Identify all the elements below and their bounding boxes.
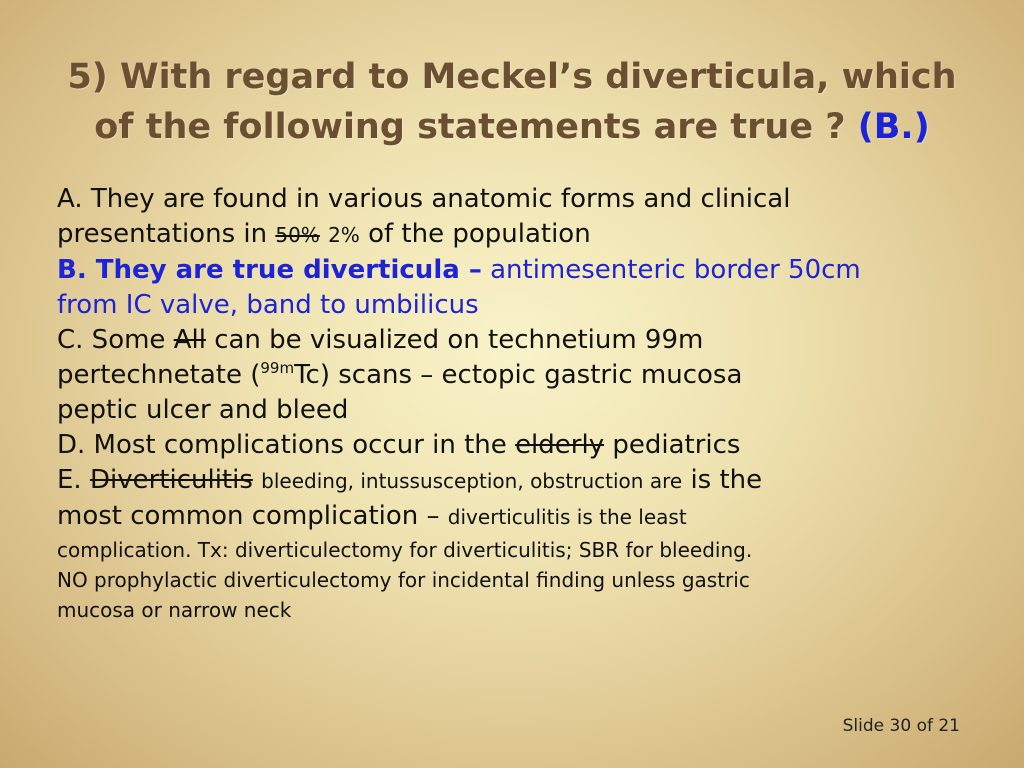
statement-e-struck: Diverticulitis bbox=[89, 465, 253, 495]
statement-c-line-3: peptic ulcer and bleed bbox=[57, 395, 349, 425]
statement-a-replacement: 2% bbox=[328, 223, 360, 247]
title-line-1: 5) With regard to Meckel’s diverticula, which bbox=[67, 57, 957, 97]
statement-e-post: is the bbox=[690, 465, 763, 495]
statement-b-line-1 bbox=[57, 253, 977, 288]
statement-d-struck: elderly bbox=[515, 430, 605, 460]
statement-c-line-1 bbox=[57, 323, 977, 358]
statement-e-line-4: NO prophylactic diverticulectomy for incidental finding unless gastric bbox=[57, 568, 750, 592]
slide-title bbox=[40, 52, 984, 152]
statement-c-struck: All bbox=[173, 325, 206, 355]
statement-e-line-2-text: most common complication – bbox=[57, 501, 440, 531]
statement-c-line-2-post: Tc) scans – ectopic gastric mucosa bbox=[294, 360, 743, 390]
statement-b-lead: B. They are true diverticula – bbox=[57, 255, 482, 285]
statement-e-small: bleeding, intussusception, obstruction are bbox=[261, 469, 683, 493]
statement-c-superscript: 99m bbox=[260, 359, 295, 377]
statement-c-pre: C. Some bbox=[57, 325, 166, 355]
statement-d-post: pediatrics bbox=[612, 430, 741, 460]
statement-c-post: can be visualized on technetium 99m bbox=[214, 325, 704, 355]
title-line-2-text: of the following statements are true ? bbox=[94, 107, 846, 147]
statement-d-pre: D. Most complications occur in the bbox=[57, 430, 507, 460]
statement-e-line-1 bbox=[57, 463, 977, 499]
statement-a-post: of the population bbox=[368, 219, 591, 249]
statement-e-line-2 bbox=[57, 499, 977, 535]
statement-a-struck: 50% bbox=[275, 223, 320, 247]
statement-c-line-2 bbox=[57, 358, 977, 393]
slide-number: Slide 30 of 21 bbox=[842, 716, 960, 736]
statement-e-line-5: mucosa or narrow neck bbox=[57, 598, 292, 622]
title-line-2 bbox=[40, 102, 984, 152]
statement-e-line-3: complication. Tx: diverticulectomy for diverticulitis; SBR for bleeding. bbox=[57, 538, 753, 562]
title-answer: (B.) bbox=[857, 107, 930, 147]
statement-list bbox=[57, 182, 977, 625]
statement-e-line-2-small: diverticulitis is the least bbox=[447, 505, 687, 529]
statement-d bbox=[57, 428, 977, 463]
statement-b-rest-1: antimesenteric border 50cm bbox=[490, 255, 861, 285]
statement-a-pre: presentations in bbox=[57, 219, 268, 249]
statement-e-pre: E. bbox=[57, 465, 82, 495]
statement-a-line-2 bbox=[57, 217, 977, 253]
statement-b-line-2: from IC valve, band to umbilicus bbox=[57, 290, 479, 320]
statement-c-line-2-pre: pertechnetate ( bbox=[57, 360, 261, 390]
statement-a-line-1: A. They are found in various anatomic forms and clinical bbox=[57, 184, 791, 214]
